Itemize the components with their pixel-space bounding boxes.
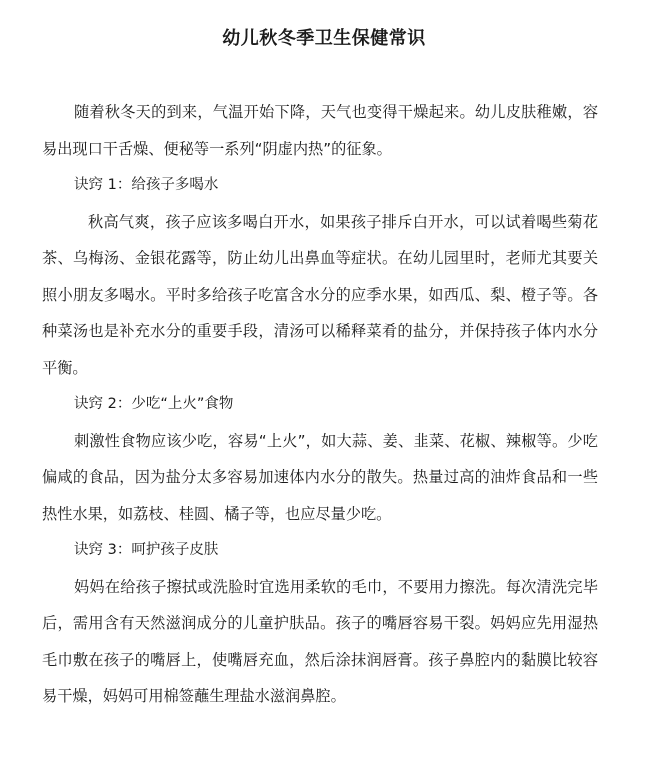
section-heading-2: 诀窍 2：少吃“上火”食物 xyxy=(74,396,234,412)
section-body-1: 秋高气爽，孩子应该多喝白开水，如果孩子排斥白开水，可以试着喝些菊花茶、乌梅汤、金银花露等，防止幼儿出鼻血等症状。在幼儿园里时，老师尤其要关照小朋友多喝水。平时多给孩子吃富含水分的应季水果，如西瓜、梨、橙子等。各种菜汤也是补充水分的重要手段，清汤可以稀释菜肴的盐分，并保持孩子体内水分平衡。 xyxy=(42,212,598,377)
section-body-3: 妈妈在给孩子擦拭或洗脸时宜选用柔软的毛巾，不要用力擦洗。每次清洗完毕后，需用含有天然滋润成分的儿童护肤品。孩子的嘴唇容易干裂。妈妈应先用湿热毛巾敷在孩子的嘴唇上，使嘴唇充血，然后涂抹润唇膏。孩子鼻腔内的黏膜比较容易干燥，妈妈可用棉签蘸生理盐水滋润鼻腔。 xyxy=(42,577,598,705)
document-title: 幼儿秋冬季卫生保健常识 xyxy=(222,28,426,49)
intro-paragraph: 随着秋冬天的到来，气温开始下降，天气也变得干燥起来。幼儿皮肤稚嫩，容易出现口干舌燥、便秘等一系列“阴虚内热”的征象。 xyxy=(42,103,598,158)
section-body-2: 刺激性食物应该少吃，容易“上火”，如大蒜、姜、韭菜、花椒、辣椒等。少吃偏咸的食品，因为盐分太多容易加速体内水分的散失。热量过高的油炸食品和一些热性水果，如荔枝、桂圆、橘子等，也应尽量少吃。 xyxy=(42,431,598,523)
section-heading-3: 诀窍 3：呵护孩子皮肤 xyxy=(74,542,219,558)
document-body xyxy=(42,94,598,715)
section-heading-1: 诀窍 1：给孩子多喝水 xyxy=(74,177,219,193)
